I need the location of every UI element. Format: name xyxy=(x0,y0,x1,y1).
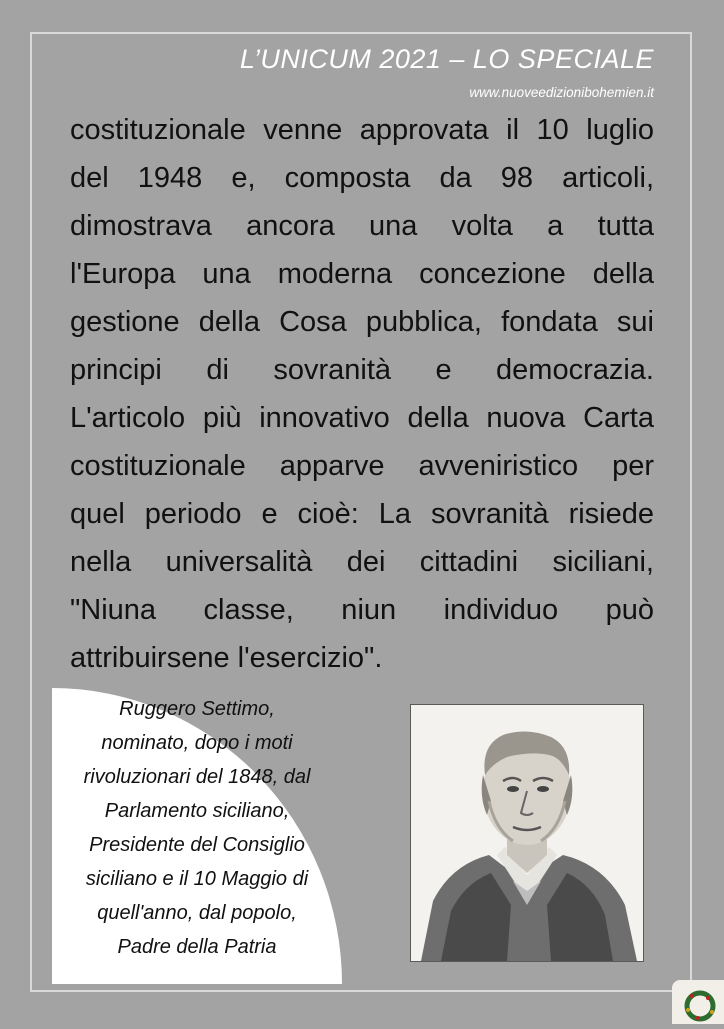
caption-line: siciliano e il 10 Maggio di xyxy=(85,868,309,890)
article-line: quel periodo e cioè: La sovranità risiede xyxy=(70,498,654,530)
caption-line: Parlamento siciliano, xyxy=(104,800,290,822)
article-line: "Niuna classe, niun individuo può xyxy=(70,594,654,626)
article-line: dimostrava ancora una volta a tutta xyxy=(70,210,654,242)
article-body xyxy=(70,106,654,682)
article-line: principi di sovranità e democrazia. xyxy=(70,354,654,386)
article-line: l'Europa una moderna concezione della xyxy=(70,258,654,290)
article-line: del 1948 e, composta da 98 articoli, xyxy=(70,162,654,194)
portrait-caption xyxy=(52,692,342,964)
article-line: costituzionale apparve avveniristico per xyxy=(70,450,654,482)
portrait-engraving xyxy=(411,705,643,961)
caption-line: Presidente del Consiglio xyxy=(89,834,305,856)
portrait-image xyxy=(410,704,644,962)
magazine-url: www.nuoveedizionibohemien.it xyxy=(469,85,654,100)
article-line: gestione della Cosa pubblica, fondata sui xyxy=(70,306,654,338)
article-line: costituzionale venne approvata il 10 luglio xyxy=(70,114,654,146)
magazine-title: L’UNICUM 2021 – LO SPECIALE xyxy=(239,44,654,74)
caption-line: rivoluzionari del 1848, dal xyxy=(83,766,311,788)
caption-line: nominato, dopo i moti xyxy=(101,732,293,754)
caption-line: Ruggero Settimo, xyxy=(119,698,275,720)
wreath-logo xyxy=(672,980,724,1024)
article-line: L'articolo più innovativo della nuova Carta xyxy=(70,402,654,434)
caption-line: Padre della Patria xyxy=(117,936,277,958)
wreath-icon xyxy=(672,980,724,1024)
article-line: nella universalità dei cittadini siciliani, xyxy=(70,546,654,578)
caption-line: quell'anno, dal popolo, xyxy=(97,902,297,924)
article-line: attribuirsene l'esercizio". xyxy=(70,642,383,674)
